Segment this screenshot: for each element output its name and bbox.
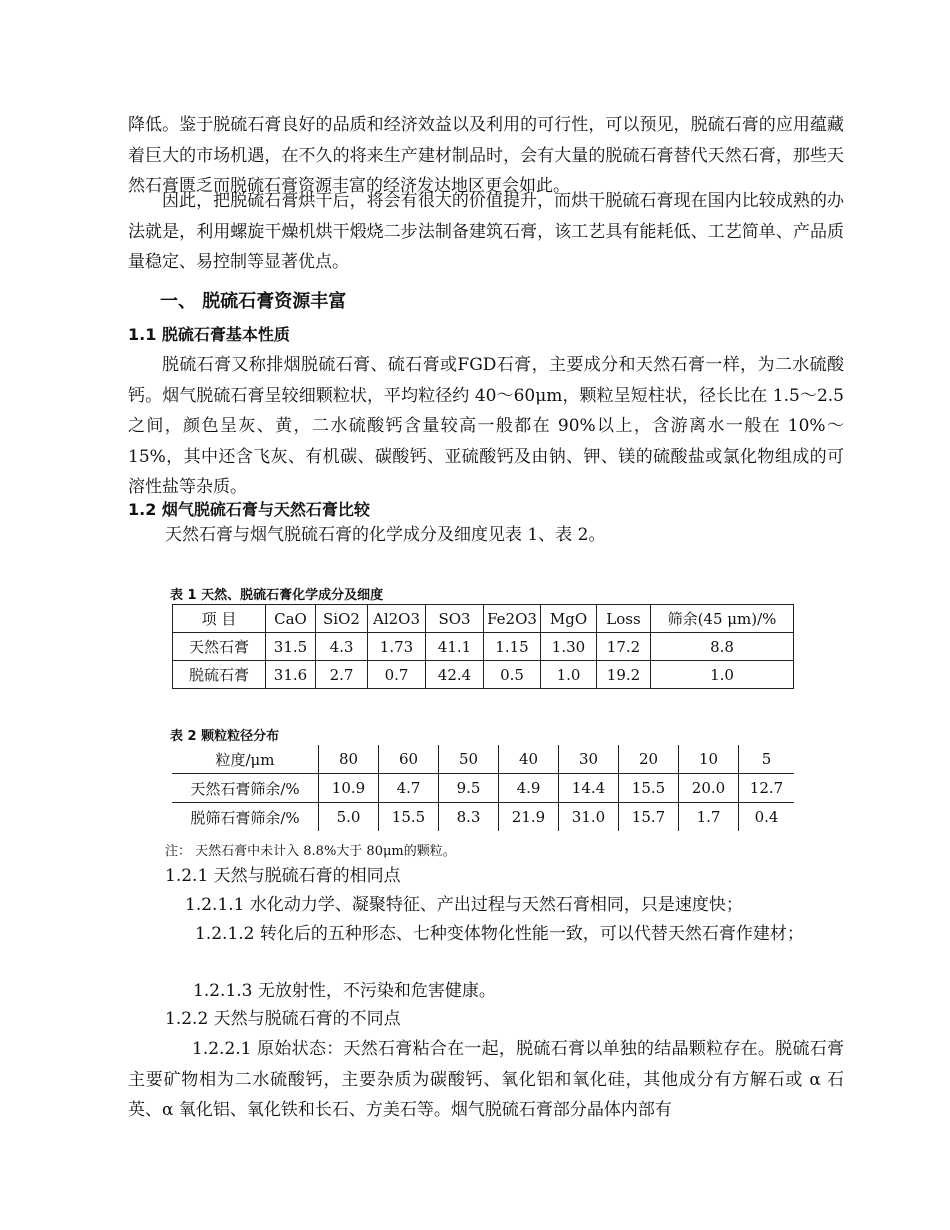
intro-paragraph-1: 降低。鉴于脱硫石膏良好的品质和经济效益以及利用的可行性，可以预见，脱硫石膏的应用蕴藏着巨大的市场机遇，在不久的将来生产建材制品时，会有大量的脱硫石膏替代天然石膏，那些天然石膏匮乏而脱硫石膏资源丰富的经济发达地区更会如此。 — [128, 115, 844, 196]
table-cell: 1.7 — [679, 803, 739, 832]
table-2-header-cell: 20 — [619, 745, 679, 774]
table-cell: 9.5 — [439, 774, 499, 803]
table-cell: 脱筛石膏筛余/% — [190, 808, 300, 827]
table-cell: 4.7 — [379, 774, 439, 803]
table-row — [172, 774, 794, 803]
table-2-header-cell: 粒度/μm — [172, 745, 319, 774]
table-cell: 1.0 — [541, 661, 597, 689]
table-1 — [172, 604, 794, 689]
section-1-2-1-item-3: 1.2.1.3 无放射性，不污染和危害健康。 — [193, 981, 496, 1001]
table-1-caption: 表 1 天然、脱硫石膏化学成分及细度 — [170, 588, 384, 603]
table-cell: 1.15 — [484, 633, 541, 661]
table-cell: 1.30 — [541, 633, 597, 661]
table-cell: 15.5 — [619, 774, 679, 803]
table-cell: 21.9 — [499, 803, 559, 832]
table-cell: 2.7 — [316, 661, 368, 689]
table-cell: 8.8 — [651, 633, 794, 661]
intro-paragraph-2: 因此，把脱硫石膏烘干后，将会有很大的价值提升，而烘干脱硫石膏现在国内比较成熟的办法就是，利用螺旋干燥机烘干煅烧二步法制备建筑石膏，该工艺具有能耗低、工艺简单、产品质量稳定、易控制等显著优点。 — [128, 191, 844, 272]
table-cell: 0.7 — [368, 661, 426, 689]
table-1-header-cell: Loss — [597, 605, 651, 633]
table-row — [172, 803, 794, 832]
table-cell: 1.0 — [651, 661, 794, 689]
table-cell: 15.5 — [379, 803, 439, 832]
section-1-1-body: 脱硫石膏又称排烟脱硫石膏、硫石膏或FGD石膏，主要成分和天然石膏一样，为二水硫酸钙。烟气脱硫石膏呈较细颗粒状，平均粒径约 40～60μm，颗粒呈短柱状，径长比在 1.5～2.5之间，颜色呈灰、黄，二水硫酸钙含量较高一般都在 90%以上，含游离水一般在 10%～15%，其中还含飞灰、有机碳、碳酸钙、亚硫酸钙及由钠、钾、镁的硫酸盐或氯化物组成的可溶性盐等杂质。 — [128, 355, 844, 497]
table-cell: 31.5 — [266, 633, 316, 661]
table-cell: 天然石膏筛余/% — [172, 774, 319, 803]
section-1-2-heading: 1.2 烟气脱硫石膏与天然石膏比较 — [128, 500, 370, 519]
table-2-header-cell: 5 — [739, 745, 795, 774]
table-1-header-cell: SO3 — [426, 605, 484, 633]
table-cell: 17.2 — [597, 633, 651, 661]
table-cell: 1.73 — [368, 633, 426, 661]
section-1-2-1-item-2: 1.2.1.2 转化后的五种形态、七种变体物化性能一致，可以代替天然石膏作建材； — [195, 924, 804, 944]
table-1-header-cell: SiO2 — [316, 605, 368, 633]
table-cell: 4.9 — [499, 774, 559, 803]
table-cell: 12.7 — [739, 774, 795, 803]
table-cell: 10.9 — [319, 774, 379, 803]
section-1-2-2-heading: 1.2.2 天然与脱硫石膏的不同点 — [165, 1009, 401, 1029]
table-cell: 31.0 — [559, 803, 619, 832]
table-row — [173, 633, 794, 661]
table-cell: 41.1 — [426, 633, 484, 661]
section-1-1-heading: 1.1 脱硫石膏基本性质 — [128, 325, 290, 344]
table-2-note: 注： 天然石膏中未计入 8.8%大于 80μm的颗粒。 — [165, 844, 456, 859]
table-2-header-row — [172, 745, 794, 774]
table-1-header-cell: 筛余(45 μm)/% — [651, 605, 794, 633]
table-cell: 31.6 — [266, 661, 316, 689]
table-2-header-cell: 10 — [679, 745, 739, 774]
table-1-header-cell: CaO — [266, 605, 316, 633]
table-1-header-cell: Al2O3 — [368, 605, 426, 633]
table-cell: 15.7 — [619, 803, 679, 832]
table-cell: 4.3 — [316, 633, 368, 661]
table-2-header-cell: 60 — [379, 745, 439, 774]
table-2-header-cell: 80 — [319, 745, 379, 774]
table-2-header-cell: 30 — [559, 745, 619, 774]
table-cell: 脱硫石膏 — [173, 661, 266, 689]
table-2 — [172, 745, 794, 831]
table-1-header-cell: 项 目 — [173, 605, 266, 633]
table-cell: 19.2 — [597, 661, 651, 689]
table-1-header-cell: Fe2O3 — [484, 605, 541, 633]
table-1-header-row — [173, 605, 794, 633]
table-2-caption: 表 2 颗粒粒径分布 — [170, 729, 280, 744]
section-1-2-1-heading: 1.2.1 天然与脱硫石膏的相同点 — [165, 866, 401, 886]
table-row — [173, 661, 794, 689]
table-cell: 8.3 — [439, 803, 499, 832]
table-cell: 0.5 — [484, 661, 541, 689]
table-cell: 0.4 — [739, 803, 795, 832]
table-2-header-cell: 40 — [499, 745, 559, 774]
table-cell: 天然石膏 — [173, 633, 266, 661]
section-1-2-2-body: 1.2.2.1 原始状态：天然石膏粘合在一起，脱硫石膏以单独的结晶颗粒存在。脱硫石膏主要矿物相为二水硫酸钙，主要杂质为碳酸钙、氧化铝和氧化硅，其他成分有方解石或 α 石英、α 氧化铝、氧化铁和长石、方美石等。烟气脱硫石膏部分晶体内部有 — [128, 1039, 844, 1120]
section-1-2-body: 天然石膏与烟气脱硫石膏的化学成分及细度见表 1、表 2。 — [165, 525, 606, 545]
table-cell: 42.4 — [426, 661, 484, 689]
section-1-2-1-item-1: 1.2.1.1 水化动力学、凝聚特征、产出过程与天然石膏相同，只是速度快； — [185, 895, 743, 915]
table-cell: 14.4 — [559, 774, 619, 803]
table-cell: 5.0 — [319, 803, 379, 832]
table-2-header-cell: 50 — [439, 745, 499, 774]
section-1-heading: 一、 脱硫石膏资源丰富 — [160, 291, 347, 312]
table-cell: 20.0 — [679, 774, 739, 803]
table-1-header-cell: MgO — [541, 605, 597, 633]
